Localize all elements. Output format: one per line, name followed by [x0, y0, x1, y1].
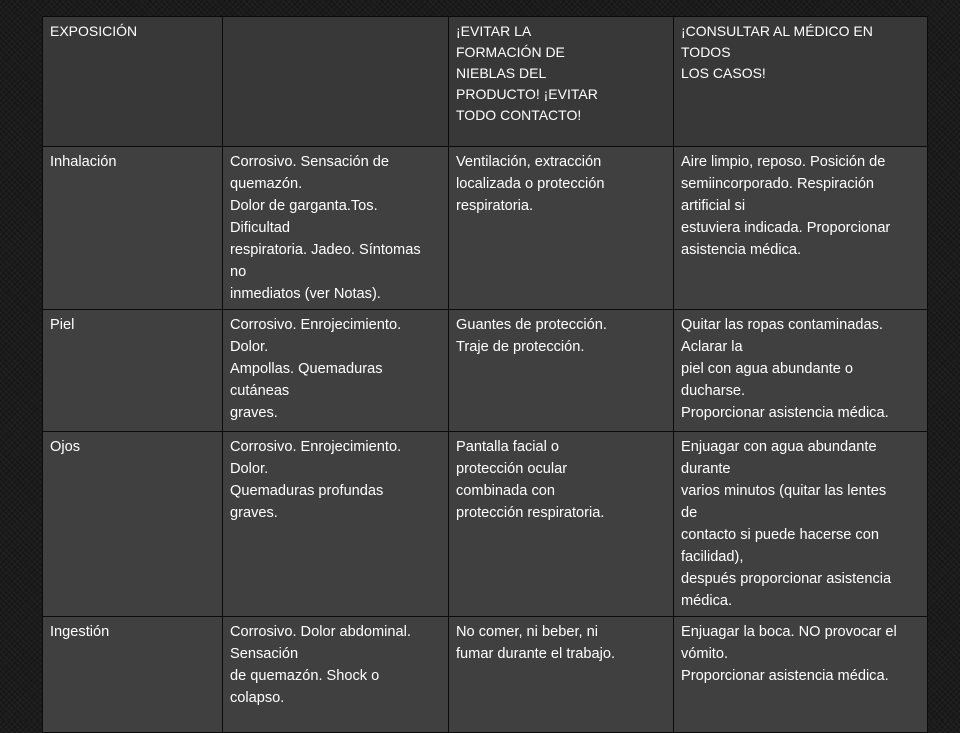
prevention-line: Traje de protección.	[456, 339, 585, 355]
prevention-line: Guantes de protección.	[456, 317, 607, 333]
symptoms-line: Dificultad	[230, 220, 291, 236]
exposure-label: Piel	[50, 317, 75, 333]
header-prevention-line: TODO CONTACTO!	[456, 107, 582, 123]
first-aid-line: durante	[681, 461, 731, 477]
header-row	[43, 17, 928, 147]
symptoms-line: Dolor.	[230, 461, 269, 477]
first-aid-cell	[674, 432, 928, 617]
prevention-cell	[449, 432, 674, 617]
symptoms-line: quemazón.	[230, 176, 303, 192]
first-aid-line: Proporcionar asistencia médica.	[681, 405, 889, 421]
symptoms-line: respiratoria. Jadeo. Síntomas	[230, 242, 421, 258]
first-aid-line: facilidad),	[681, 549, 744, 565]
first-aid-line: asistencia médica.	[681, 242, 802, 258]
exposure-cell	[43, 310, 223, 432]
first-aid-line: de	[681, 505, 698, 521]
exposure-label: Inhalación	[50, 154, 117, 170]
first-aid-line: Proporcionar asistencia médica.	[681, 668, 889, 684]
first-aid-line: contacto si puede hacerse con	[681, 527, 879, 543]
table-row-ingestion	[43, 617, 928, 733]
prevention-cell	[449, 310, 674, 432]
prevention-line: respiratoria.	[456, 198, 534, 214]
prevention-line: Ventilación, extracción	[456, 154, 602, 170]
header-first-aid-line: ¡CONSULTAR AL MÉDICO EN	[681, 23, 873, 39]
header-prevention-cell	[449, 17, 674, 147]
header-exposure-cell	[43, 17, 223, 147]
first-aid-line: artificial si	[681, 198, 746, 214]
symptoms-cell	[223, 310, 449, 432]
symptoms-line: Quemaduras profundas	[230, 483, 384, 499]
symptoms-line: Corrosivo. Sensación de	[230, 154, 389, 170]
symptoms-cell	[223, 432, 449, 617]
symptoms-line: Sensación	[230, 646, 299, 662]
symptoms-line: graves.	[230, 405, 278, 421]
safety-table	[42, 16, 928, 733]
exposure-cell	[43, 617, 223, 733]
symptoms-line: Corrosivo. Dolor abdominal.	[230, 624, 411, 640]
exposure-label: Ojos	[50, 439, 81, 455]
prevention-line: Pantalla facial o	[456, 439, 560, 455]
first-aid-line: ducharse.	[681, 383, 746, 399]
table-row-inhalation	[43, 147, 928, 310]
first-aid-line: Aclarar la	[681, 339, 743, 355]
prevention-cell	[449, 617, 674, 733]
exposure-cell	[43, 432, 223, 617]
first-aid-line: Quitar las ropas contaminadas.	[681, 317, 883, 333]
symptoms-cell	[223, 617, 449, 733]
first-aid-line: después proporcionar asistencia	[681, 571, 892, 587]
table-row-skin	[43, 310, 928, 432]
prevention-line: protección ocular	[456, 461, 568, 477]
symptoms-line: no	[230, 264, 247, 280]
prevention-cell	[449, 147, 674, 310]
first-aid-line: médica.	[681, 593, 733, 609]
symptoms-line: inmediatos (ver Notas).	[230, 286, 381, 302]
first-aid-cell	[674, 617, 928, 733]
first-aid-line: semiincorporado. Respiración	[681, 176, 875, 192]
header-exposure: EXPOSICIÓN	[50, 23, 138, 39]
symptoms-line: Corrosivo. Enrojecimiento.	[230, 317, 402, 333]
header-first-aid-cell	[674, 17, 928, 147]
symptoms-line: Ampollas. Quemaduras	[230, 361, 383, 377]
symptoms-cell	[223, 147, 449, 310]
first-aid-line: piel con agua abundante o	[681, 361, 854, 377]
header-first-aid-line: LOS CASOS!	[681, 65, 766, 81]
prevention-line: combinada con	[456, 483, 555, 499]
symptoms-line: colapso.	[230, 690, 285, 706]
header-first-aid-line: TODOS	[681, 44, 731, 60]
exposure-cell	[43, 147, 223, 310]
prevention-line: localizada o protección	[456, 176, 605, 192]
first-aid-line: Enjuagar con agua abundante	[681, 439, 877, 455]
first-aid-cell	[674, 147, 928, 310]
first-aid-line: Enjuagar la boca. NO provocar el	[681, 624, 897, 640]
prevention-line: No comer, ni beber, ni	[456, 624, 598, 640]
header-prevention-line: PRODUCTO! ¡EVITAR	[456, 86, 598, 102]
symptoms-line: cutáneas	[230, 383, 290, 399]
symptoms-line: Dolor.	[230, 339, 269, 355]
first-aid-line: estuviera indicada. Proporcionar	[681, 220, 891, 236]
first-aid-line: Aire limpio, reposo. Posición de	[681, 154, 886, 170]
symptoms-line: Corrosivo. Enrojecimiento.	[230, 439, 402, 455]
header-prevention-line: NIEBLAS DEL	[456, 65, 547, 81]
symptoms-line: Dolor de garganta.Tos.	[230, 198, 378, 214]
safety-table-body	[43, 17, 928, 733]
exposure-label: Ingestión	[50, 624, 110, 640]
first-aid-line: vómito.	[681, 646, 729, 662]
header-prevention-line: FORMACIÓN DE	[456, 44, 565, 60]
prevention-line: protección respiratoria.	[456, 505, 605, 521]
first-aid-cell	[674, 310, 928, 432]
symptoms-line: de quemazón. Shock o	[230, 668, 380, 684]
header-prevention-line: ¡EVITAR LA	[456, 23, 532, 39]
header-empty-cell	[223, 17, 449, 147]
prevention-line: fumar durante el trabajo.	[456, 646, 615, 662]
table-row-eyes	[43, 432, 928, 617]
first-aid-line: varios minutos (quitar las lentes	[681, 483, 887, 499]
symptoms-line: graves.	[230, 505, 278, 521]
